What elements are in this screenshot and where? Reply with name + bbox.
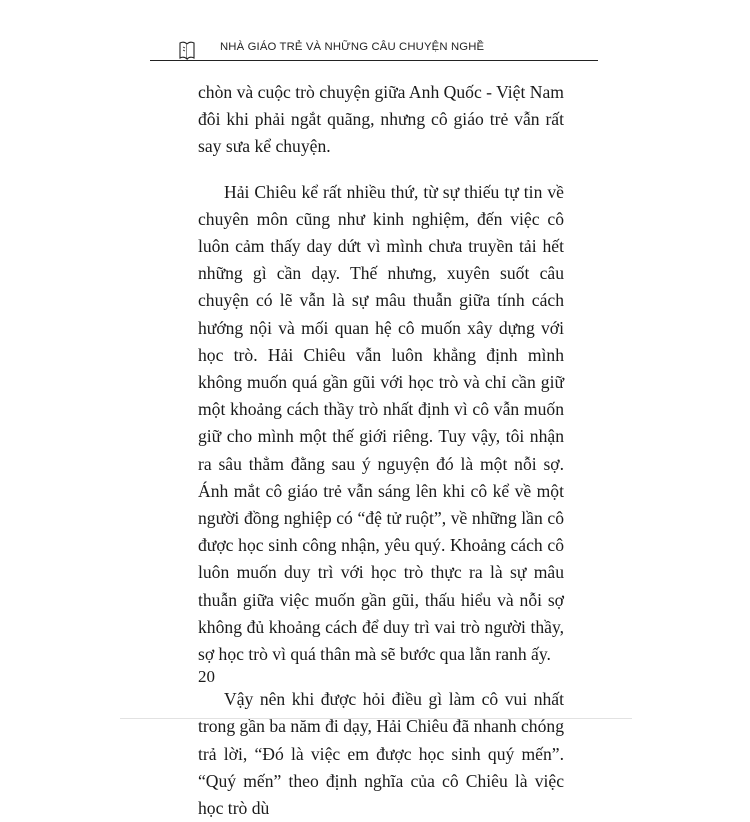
bottom-rule bbox=[120, 718, 632, 719]
open-book-icon bbox=[178, 40, 196, 60]
page-number: 20 bbox=[198, 667, 215, 686]
paragraph: Hải Chiêu kể rất nhiều thứ, từ sự thiếu tự tin về chuyên môn cũng như kinh nghiệm, đến việc cô luôn cảm thấy day dứt vì mình chưa truyền tải hết những gì cần dạy. Thế nhưng, xuyên suốt câu chuyện có lẽ vẫn là sự mâu thuẫn giữa tính cách hướng nội và mối quan hệ cô muốn xây dựng với học trò. Hải Chiêu vẫn luôn khẳng định mình không muốn quá gần gũi với học trò và chỉ cần giữ một khoảng cách thầy trò nhất định vì cô vẫn muốn giữ cho mình một thế giới riêng. Tuy vậy, tôi nhận ra sâu thẳm đằng sau ý nguyện đó là một nỗi sợ. Ánh mắt cô giáo trẻ vẫn sáng lên khi cô kể về một người đồng nghiệp có “đệ tử ruột”, về những lần cô được học sinh công nhận, yêu quý. Khoảng cách cô luôn muốn duy trì với học trò thực ra là sự mâu thuẫn giữa việc muốn gần gũi, thấu hiểu và nỗi sợ không đủ khoảng cách để duy trì vai trò người thầy, sợ học trò vì quá thân mà sẽ bước qua lằn ranh ấy. bbox=[198, 181, 564, 665]
header-rule bbox=[150, 60, 598, 61]
paragraph: chòn và cuộc trò chuyện giữa Anh Quốc - Việt Nam đôi khi phải ngắt quãng, nhưng cô giáo trẻ vẫn rất say sưa kể chuyện. bbox=[198, 82, 564, 157]
body-text bbox=[198, 79, 564, 822]
paragraph: Vậy nên khi được hỏi điều gì làm cô vui nhất trong gần ba năm đi dạy, Hải Chiêu đã nhanh chóng trả lời, “Đó là việc em được học sinh quý mến”. “Quý mến” theo định nghĩa của cô Chiêu là việc học trò dù bbox=[198, 689, 564, 819]
running-header bbox=[150, 36, 598, 66]
header-title: NHÀ GIÁO TRẺ VÀ NHỮNG CÂU CHUYỆN NGHỀ bbox=[220, 41, 485, 53]
